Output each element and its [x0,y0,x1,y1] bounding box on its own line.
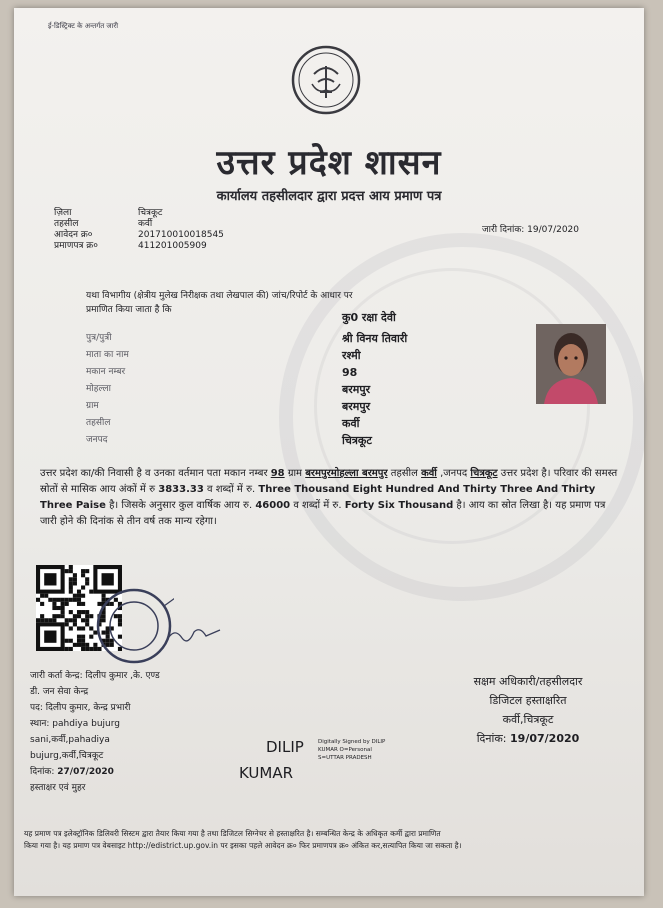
paragraph-house: 98 [270,468,285,479]
mohalla: बरमपुर [342,383,371,396]
digital-sig-note-2: KUMAR O=Personal [318,747,372,753]
meta-label: तहसील [54,219,79,229]
monthly-income: 3833.33 [158,484,204,495]
paragraph-text: तहसील [387,468,422,479]
annual-income-words: Forty Six Thousand [344,500,454,511]
footer-line-1: यह प्रमाण पत्र इलेक्ट्रॉनिक डिलिवरी सिस्टम द्वारा तैयार किया गया है तथा डिजिटल सिग्नेचर से हस्ताक्षरित है। सम्बन्धित केन्द्र के अधिकृत कर्मी द्वारा प्रमाणित [24,829,441,838]
meta-values [138,208,338,252]
father-name: श्री विनय तिवारी [342,332,408,345]
meta-application-no: 201710010018545 [138,230,224,240]
field-label-village: ग्राम [86,401,99,411]
field-label-mother: माता का नाम [86,350,129,360]
issuer-designation: पद: दिलीप कुमार, केन्द्र प्रभारी [30,703,131,713]
top-note: ई-डिस्ट्रिक्ट के अन्तर्गत जारी [48,22,119,30]
paragraph-text: व शब्दों में रु. [290,500,345,511]
annual-income: 46000 [255,500,291,511]
digital-sig-note-3: S=UTTAR PRADESH [318,755,372,761]
officer-location: कर्वी,चित्रकूट [502,713,554,726]
up-emblem-icon [290,44,362,120]
officer-title: सक्षम अधिकारी/तहसीलदार [473,675,583,688]
officer-digital-signed: डिजिटल हस्ताक्षरित [489,694,567,707]
intro-line-1: यथा विभागीय (क्षेत्रीय मुलेख निरीक्षक तथा लेखपाल की) जांच/रिपोर्ट के आधार पर [86,291,353,301]
paragraph-text: है। जिसके अनुसार कुल वार्षिक आय रु. [105,500,256,511]
monthly-income-words: Three Thousand Eight Hundred And Thirty Three And Thirty Three Paise [40,484,596,511]
district: चित्रकूट [342,434,372,447]
paragraph-text: उत्तर प्रदेश का/की निवासी है व उनका वर्तमान पता मकान नम्बर [40,468,271,479]
issuer-date-label: दिनांक: [30,767,55,777]
document-subtitle: कार्यालय तहसीलदार द्वारा प्रदत्त आय प्रमाण पत्र [216,189,442,204]
issuer-location-2: sani,कर्वी,pahadiya [30,735,110,745]
footer-note [24,828,634,852]
issuer-center: जारी कर्ता केन्द्र: दिलीप कुमार ,के. एण्ड [30,671,160,681]
field-values [342,330,407,449]
applicant-photo [536,324,606,404]
issuer-block [30,668,270,796]
digital-sig-last: KUMAR [239,764,294,782]
paragraph-text: ,जनपद [436,468,471,479]
applicant-name: कु0 रक्षा देवी [342,311,396,324]
footer-line-2: किया गया है। यह प्रमाण पत्र वेबसाइट http://edistrict.up.gov.in पर इसका पहले आवेदन क्र० फिर प्रमाणपत्र क्र० अंकित कर,सत्यापित किया जा सकता है। [24,841,462,850]
officer-date-value: 19/07/2020 [510,732,580,745]
meta-label: ज़िला [54,208,72,218]
stamp-icon [94,586,174,670]
intro-line-2: प्रमाणित किया जाता है कि [86,305,172,315]
officer-block [438,672,618,748]
field-label-tehsil: तहसील [86,418,111,428]
paragraph-village: बरमपुरमोहल्ला बरमपुर [305,468,388,479]
digital-sig-first: DILIP [266,738,304,756]
issue-date-value: 19/07/2020 [527,225,580,235]
paragraph-text: व शब्दों में रु. [203,484,259,495]
paragraph-text: ग्राम [284,468,306,479]
field-label-house: मकान नम्बर [86,367,126,377]
issue-date [482,222,579,235]
issuer-location-3: bujurg,कर्वी,चित्रकूट [30,751,104,761]
meta-tehsil: कर्वी [138,219,153,229]
village: बरमपुर [342,400,371,413]
certificate-paragraph [40,466,620,530]
paragraph-tehsil: कर्वी [421,468,437,479]
digital-sig-note-1: Digitally Signed by DILIP [318,739,386,745]
house-number: 98 [342,366,358,379]
issuer-location: स्थान: pahdiya bujurg [30,719,121,729]
tehsil: कर्वी [342,417,360,430]
field-label-district: जनपद [86,435,108,445]
issuer-date-value: 27/07/2020 [57,767,114,777]
meta-label: प्रमाणपत्र क्र० [54,241,98,251]
handwritten-signature [164,624,224,652]
field-labels [86,330,266,449]
field-label-father: पुत्र/पुत्री [86,333,112,343]
document-title: उत्तर प्रदेश शासन [216,143,442,183]
issuer-date [30,764,270,780]
certificate-page [14,8,644,896]
issuer-center-2: डी. जन सेवा केन्द्र [30,687,89,697]
sign-and-seal-label: हस्ताक्षर एवं मुहर [30,783,86,793]
officer-date [438,729,618,748]
paragraph-text: उत्तर प्रदेश है। परिवार की समस्त स्रोतों से मासिक आय अंकों में रु [40,468,618,495]
meta-certificate-no: 411201005909 [138,241,207,251]
meta-label: आवेदन क्र० [54,230,93,240]
issue-date-label: जारी दिनांक: [482,225,525,235]
digital-sig-note [318,738,385,762]
field-label-mohalla: मोहल्ला [86,384,111,394]
mother-name: रश्मी [342,349,361,362]
paragraph-district: चित्रकूट [470,468,498,479]
paragraph-text: है। आय का स्रोत लिखा है। यह प्रमाण पत्र जारी होने की दिनांक से तीन वर्ष तक मान्य रहेगा। [40,500,606,527]
meta-district: चित्रकूट [138,208,163,218]
officer-date-label: दिनांक: [476,732,507,745]
